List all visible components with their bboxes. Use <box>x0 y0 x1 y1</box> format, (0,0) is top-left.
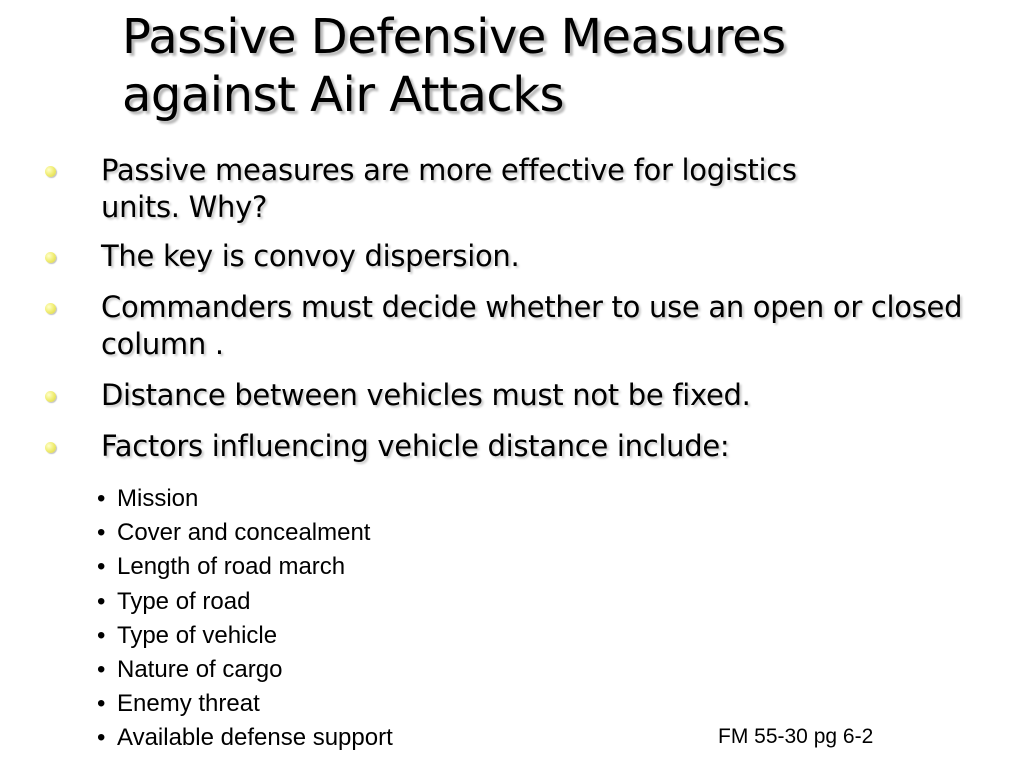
sub-bullet-list <box>97 482 393 756</box>
bullet-text-line: The key is convoy dispersion. <box>101 239 520 273</box>
sub-bullet-dot-icon: • <box>97 553 106 581</box>
bullet-item <box>0 289 1024 363</box>
bullet-text-line: Commanders must decide whether to use an open or closed <box>101 290 963 324</box>
bullet-text-line: Passive measures are more effective for logistics <box>101 153 797 187</box>
sub-bullet-text: Cover and concealment <box>117 519 371 547</box>
bullet-text-line: Distance between vehicles must not be fixed. <box>101 378 751 412</box>
bullet-text-line: Factors influencing vehicle distance include: <box>101 429 730 463</box>
bullet-text-line: units. Why? <box>101 190 268 224</box>
bullet-item <box>0 428 1024 465</box>
sub-bullet-text: Nature of cargo <box>117 656 283 684</box>
bullet-dot-icon <box>45 303 56 314</box>
sub-bullet-item <box>97 619 393 653</box>
sub-bullet-item <box>97 653 393 687</box>
sub-bullet-text: Type of vehicle <box>117 621 278 649</box>
bullet-item <box>0 238 1024 275</box>
main-bullet-list <box>0 152 1024 479</box>
sub-bullet-item <box>97 687 393 721</box>
sub-bullet-text: Enemy threat <box>117 690 260 718</box>
title-line-2: against Air Attacks <box>122 67 565 123</box>
bullet-dot-icon <box>45 252 56 263</box>
sub-bullet-dot-icon: • <box>97 587 106 615</box>
source-reference: FM 55-30 pg 6-2 <box>718 725 874 748</box>
bullet-text-line: column . <box>101 327 224 361</box>
sub-bullet-text: Mission <box>117 485 199 512</box>
sub-bullet-dot-icon: • <box>97 724 106 752</box>
bullet-dot-icon <box>45 442 56 453</box>
bullet-item <box>0 152 1024 226</box>
bullet-dot-icon <box>45 391 56 402</box>
sub-bullet-dot-icon: • <box>97 485 106 512</box>
sub-bullet-item <box>97 721 393 755</box>
sub-bullet-item <box>97 585 393 619</box>
sub-bullet-text: Length of road march <box>117 553 346 581</box>
sub-bullet-item <box>97 482 393 516</box>
bullet-item <box>0 377 1024 414</box>
sub-bullet-text: Type of road <box>117 587 251 615</box>
sub-bullet-item <box>97 516 393 550</box>
sub-bullet-dot-icon: • <box>97 656 106 684</box>
sub-bullet-dot-icon: • <box>97 690 106 718</box>
title-line-1: Passive Defensive Measures <box>122 9 786 65</box>
sub-bullet-dot-icon: • <box>97 621 106 649</box>
sub-bullet-text: Available defense support <box>117 724 393 752</box>
sub-bullet-dot-icon: • <box>97 519 106 547</box>
sub-bullet-item <box>97 550 393 584</box>
slide-title <box>122 8 1002 124</box>
bullet-dot-icon <box>45 166 56 177</box>
